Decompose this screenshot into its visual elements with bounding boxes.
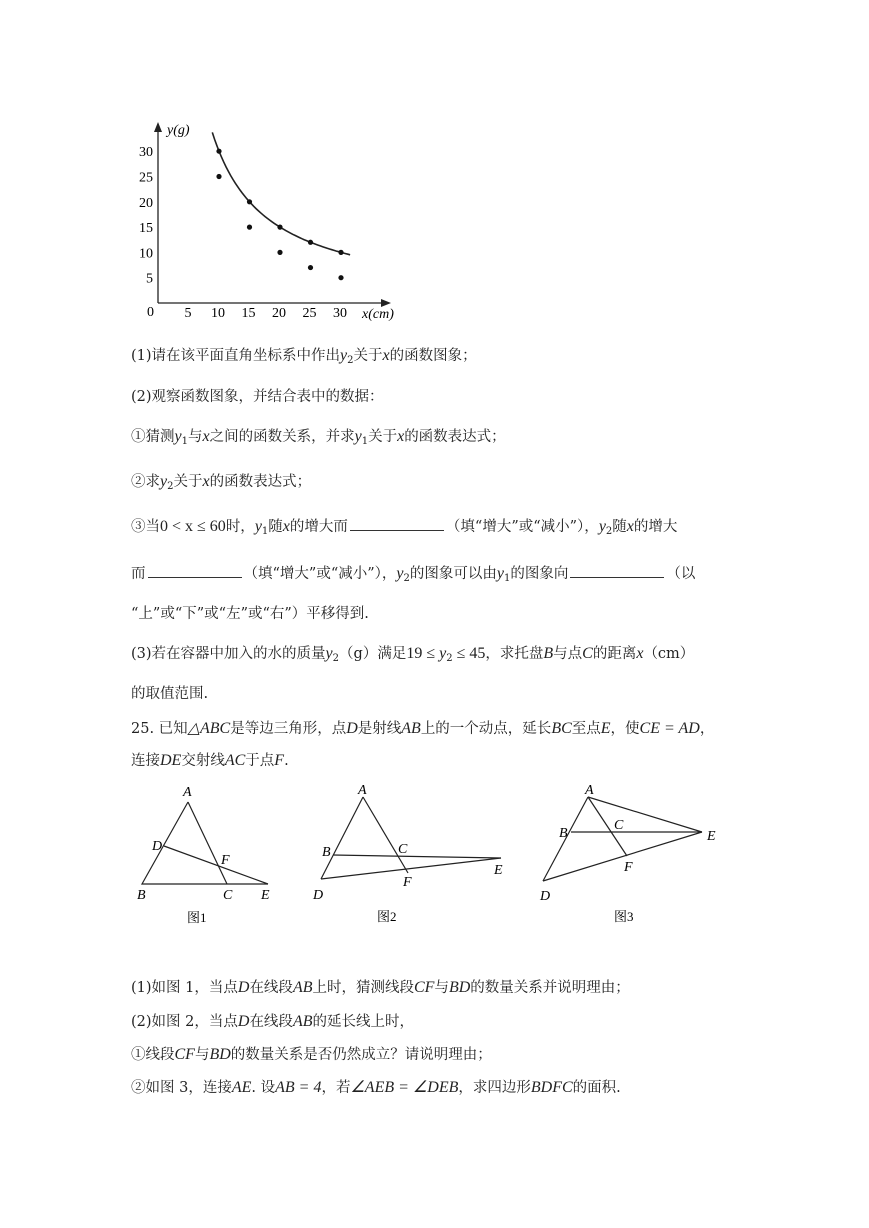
text: （g）满足 bbox=[339, 646, 407, 662]
text: 的数量关系并说明理由； bbox=[470, 980, 630, 996]
fig1-label-a: A bbox=[183, 785, 192, 800]
data-point bbox=[308, 265, 313, 270]
fig1-label-f: F bbox=[221, 853, 230, 868]
inequality: ≤ 45 bbox=[452, 645, 486, 662]
text: （填“增大”或“减小”）， bbox=[243, 566, 397, 582]
text: (3)若在容器中加入的水的质量 bbox=[131, 646, 326, 662]
equation: AB = 4 bbox=[275, 1079, 322, 1096]
text: ②如图 3，连接 bbox=[131, 1080, 232, 1096]
y-tick-label: 5 bbox=[146, 271, 153, 287]
x-tick-label: 30 bbox=[333, 306, 347, 321]
q24-part2 bbox=[131, 385, 384, 406]
var-x: x bbox=[397, 428, 405, 445]
fig1-side-ac bbox=[188, 802, 227, 884]
segment-ab: AB bbox=[401, 720, 421, 737]
answer-blank[interactable] bbox=[570, 565, 664, 578]
text: （cm） bbox=[643, 646, 695, 662]
x-axis-label: x(cm) bbox=[362, 307, 394, 322]
fig1-label-e: E bbox=[261, 888, 270, 903]
x-tick-label: 5 bbox=[184, 306, 192, 321]
point-f: F bbox=[274, 752, 285, 769]
q24-part2c-line2 bbox=[131, 562, 695, 584]
q24-part2c-line3 bbox=[131, 602, 369, 623]
var-y: y bbox=[340, 347, 348, 364]
fig3-label-a: A bbox=[585, 783, 594, 798]
segment-bd: BD bbox=[448, 979, 471, 996]
series-curve bbox=[212, 132, 350, 254]
data-point bbox=[247, 199, 252, 204]
text: 的距离 bbox=[592, 646, 637, 662]
q25-sub2-ii bbox=[131, 1076, 621, 1097]
equation: CE = AD bbox=[639, 720, 700, 737]
var-x: x bbox=[202, 428, 210, 445]
fig2-label-a: A bbox=[358, 783, 367, 798]
text: 与点 bbox=[553, 646, 583, 662]
segment-bd: BD bbox=[209, 1046, 231, 1063]
subscript: 2 bbox=[347, 355, 354, 366]
text: 于点 bbox=[245, 753, 275, 769]
var-x: x bbox=[626, 518, 634, 535]
x-axis-arrow bbox=[381, 299, 391, 307]
text: ①线段 bbox=[131, 1047, 175, 1063]
q25-sub2-i bbox=[131, 1043, 492, 1064]
segment-ac: AC bbox=[224, 752, 246, 769]
var-B: B bbox=[543, 645, 554, 662]
subscript: 1 bbox=[181, 436, 188, 447]
data-point bbox=[338, 250, 343, 255]
data-point bbox=[216, 149, 221, 154]
x-tick-label: 25 bbox=[302, 306, 317, 321]
y-tick-label: 15 bbox=[139, 221, 153, 237]
text: 的增大而 bbox=[289, 519, 348, 535]
text: 与 bbox=[194, 1047, 210, 1063]
text: 的取值范围. bbox=[131, 686, 209, 702]
text: (1)如图 1，当点 bbox=[131, 980, 238, 996]
q25-sub1 bbox=[131, 976, 630, 997]
inequality: 19 ≤ bbox=[406, 645, 440, 662]
segment-ae: AE bbox=[231, 1079, 252, 1096]
point-d: D bbox=[237, 979, 250, 996]
fig2-label-e: E bbox=[494, 863, 503, 878]
subscript: 2 bbox=[605, 526, 613, 537]
fig1-label-d: D bbox=[152, 839, 163, 854]
text: ，使 bbox=[610, 721, 640, 737]
quadrilateral-bdfc: BDFC bbox=[530, 1079, 573, 1096]
x-tick-label: 20 bbox=[272, 306, 286, 321]
figure-1 bbox=[131, 782, 301, 932]
point-d: D bbox=[237, 1013, 250, 1030]
var-y: y bbox=[160, 473, 168, 490]
text: . bbox=[284, 753, 289, 769]
point-e: E bbox=[600, 720, 611, 737]
text: 的增大 bbox=[633, 519, 678, 535]
segment-cf: CF bbox=[413, 979, 435, 996]
origin-label: 0 bbox=[147, 305, 154, 320]
answer-blank[interactable] bbox=[148, 565, 242, 578]
text: 关于 bbox=[368, 429, 398, 445]
text: (2)如图 2，当点 bbox=[131, 1014, 238, 1030]
fig1-label-c: C bbox=[223, 888, 233, 903]
text: 的函数表达式； bbox=[209, 474, 312, 490]
fig3-line-ae bbox=[588, 797, 702, 832]
text: 之间的函数关系，并求 bbox=[209, 429, 355, 445]
text: （以 bbox=[666, 566, 696, 582]
text: . 设 bbox=[251, 1080, 276, 1096]
subscript: 2 bbox=[403, 573, 410, 584]
figure-3 bbox=[530, 782, 730, 932]
var-x: x bbox=[636, 645, 644, 662]
q25-line1 bbox=[131, 717, 714, 738]
y-axis-arrow bbox=[154, 122, 162, 132]
text: 的图象向 bbox=[510, 566, 569, 582]
x-tick-label: 10 bbox=[211, 306, 225, 321]
text: 上时，猜测线段 bbox=[312, 980, 414, 996]
scatter-chart bbox=[125, 118, 415, 328]
text: “上”或“下”或“左”或“右”）平移得到. bbox=[131, 606, 369, 622]
var-y: y bbox=[396, 565, 404, 582]
text: ①猜测 bbox=[131, 429, 175, 445]
text: 关于 bbox=[353, 348, 383, 364]
text: ，求托盘 bbox=[485, 646, 544, 662]
text: 而 bbox=[131, 566, 146, 582]
text: ③当 bbox=[131, 519, 160, 535]
subscript: 2 bbox=[446, 653, 453, 664]
fig2-line-ad bbox=[321, 797, 363, 879]
subscript: 1 bbox=[361, 436, 369, 447]
fig2-line-be bbox=[333, 855, 501, 858]
fig3-caption: 图3 bbox=[614, 909, 634, 924]
data-point bbox=[247, 225, 252, 230]
fig2-label-f: F bbox=[403, 875, 412, 890]
segment-ab: AB bbox=[292, 1013, 313, 1030]
text: 的函数表达式； bbox=[404, 429, 506, 445]
question-number: 25. 已知 bbox=[131, 721, 188, 737]
text: 时， bbox=[225, 519, 255, 535]
text: ，求四边形 bbox=[458, 1080, 531, 1096]
fig2-caption: 图2 bbox=[377, 909, 397, 924]
triangle-abc: △ABC bbox=[187, 720, 231, 737]
x-tick-label: 15 bbox=[241, 306, 256, 321]
fig3-label-b: B bbox=[559, 826, 568, 841]
text: 与 bbox=[434, 980, 449, 996]
subscript: 2 bbox=[167, 481, 174, 492]
text: 随 bbox=[268, 519, 283, 535]
text: 上的一个动点，延长 bbox=[420, 721, 552, 737]
text: 关于 bbox=[173, 474, 203, 490]
answer-blank[interactable] bbox=[350, 518, 444, 531]
var-x: x bbox=[382, 347, 390, 364]
text: 在线段 bbox=[249, 980, 293, 996]
text: （填“增大”或“减小”）， bbox=[445, 519, 599, 535]
text: 的延长线上时， bbox=[312, 1014, 414, 1030]
var-x: x bbox=[282, 518, 290, 535]
data-point bbox=[277, 225, 282, 230]
text: 的图象可以由 bbox=[409, 566, 497, 582]
y-tick-label: 20 bbox=[139, 195, 153, 211]
text: ②求 bbox=[131, 474, 160, 490]
text: 在线段 bbox=[249, 1014, 293, 1030]
text: 随 bbox=[612, 519, 627, 535]
figure-2 bbox=[305, 782, 515, 932]
fig3-label-f: F bbox=[624, 860, 633, 875]
data-point bbox=[277, 250, 282, 255]
data-point bbox=[216, 174, 221, 179]
var-y: y bbox=[254, 518, 262, 535]
segment-ab: AB bbox=[292, 979, 313, 996]
fig2-line-af bbox=[363, 797, 408, 873]
subscript: 1 bbox=[261, 526, 269, 537]
inequality: 0 < x ≤ 60 bbox=[160, 518, 226, 535]
var-y: y bbox=[174, 428, 182, 445]
y-axis-label: y(g) bbox=[167, 123, 190, 138]
segment-bc: BC bbox=[551, 720, 572, 737]
y-tick-label: 10 bbox=[139, 246, 153, 262]
fig2-label-d: D bbox=[313, 888, 324, 903]
y-tick-label: 30 bbox=[139, 145, 153, 161]
var-C: C bbox=[582, 645, 593, 662]
text: (1)请在该平面直角坐标系中作出 bbox=[131, 348, 341, 364]
fig2-label-b: B bbox=[322, 845, 331, 860]
q24-part3-line2 bbox=[131, 682, 208, 703]
fig1-caption: 图1 bbox=[187, 910, 207, 925]
text: 是射线 bbox=[357, 721, 402, 737]
text: 的数量关系是否仍然成立？请说明理由； bbox=[230, 1047, 492, 1063]
q25-line2 bbox=[131, 749, 289, 770]
subscript: 1 bbox=[504, 573, 511, 584]
var-y: y bbox=[439, 645, 447, 662]
q24-part1 bbox=[131, 344, 477, 366]
fig3-label-e: E bbox=[707, 829, 716, 844]
text: 的函数图象； bbox=[389, 348, 477, 364]
fig1-label-b: B bbox=[137, 888, 146, 903]
text: 交射线 bbox=[181, 753, 225, 769]
text: ，若 bbox=[321, 1080, 351, 1096]
q24-part3-line1 bbox=[131, 642, 694, 664]
subscript: 2 bbox=[332, 653, 340, 664]
text: 是等边三角形，点 bbox=[230, 721, 347, 737]
var-y: y bbox=[598, 518, 606, 535]
data-point bbox=[308, 240, 313, 245]
data-point bbox=[338, 275, 343, 280]
text: 的面积. bbox=[572, 1080, 621, 1096]
fig3-label-c: C bbox=[614, 818, 624, 833]
text: 至点 bbox=[571, 721, 601, 737]
var-x: x bbox=[202, 473, 210, 490]
q25-sub2 bbox=[131, 1010, 414, 1031]
text: 与 bbox=[187, 429, 203, 445]
fig1-line-de bbox=[164, 846, 268, 884]
text: ， bbox=[699, 721, 715, 737]
text: (2)观察函数图象，并结合表中的数据： bbox=[131, 389, 384, 405]
q24-part2b bbox=[131, 470, 311, 492]
var-y: y bbox=[354, 428, 362, 445]
fig2-label-c: C bbox=[398, 842, 408, 857]
point-d: D bbox=[346, 720, 358, 737]
angle-equation: ∠AEB = ∠DEB bbox=[350, 1079, 459, 1096]
fig3-label-d: D bbox=[540, 889, 551, 904]
text: 连接 bbox=[131, 753, 160, 769]
var-y: y bbox=[325, 645, 333, 662]
y-tick-label: 25 bbox=[139, 170, 153, 186]
q24-part2c-line1 bbox=[131, 515, 677, 537]
segment-cf: CF bbox=[174, 1046, 195, 1063]
var-y: y bbox=[496, 565, 504, 582]
segment-de: DE bbox=[160, 752, 182, 769]
q24-part2a bbox=[131, 425, 506, 447]
